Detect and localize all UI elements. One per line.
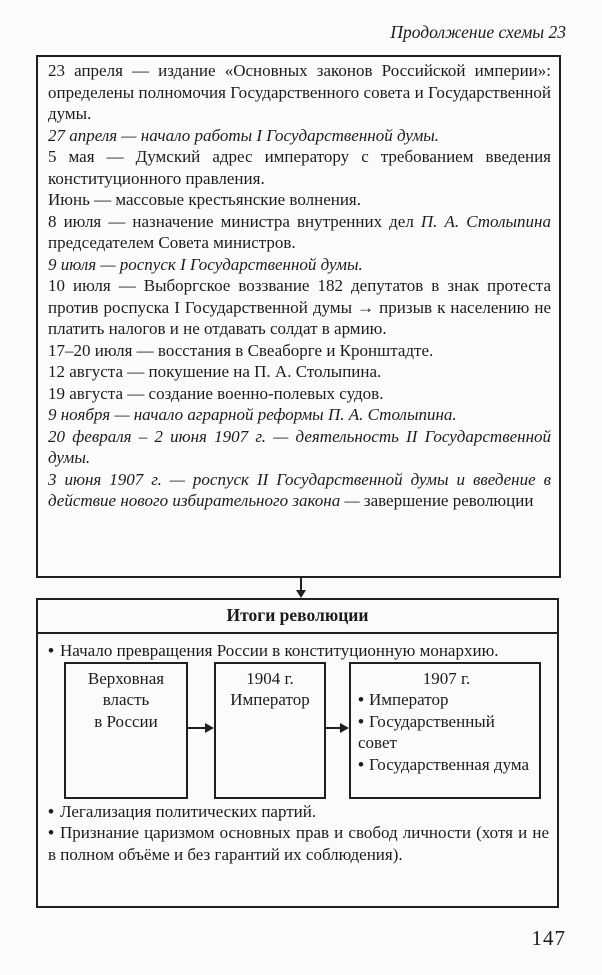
results-body [38,634,557,865]
event-text-segment: 10 июля — Выборгское воззвание 182 депутатов в знак протеста против роспуска I Государственной думы → призыв к населению не платить налогов и не отдавать солдат в армию. [48,276,551,338]
flow-box-line: власть [102,690,150,709]
event-entry [48,275,551,340]
intro-bullet-text: Начало превращения России в конституционную монархию. [59,641,499,660]
right-arrow-icon [326,722,349,734]
list-item [358,711,535,754]
event-entry [48,340,551,362]
right-arrow-icon [188,722,214,734]
flow-box-1907-item-text: Государственная дума [368,754,530,774]
event-entry [48,211,551,254]
event-text-segment: 5 мая — Думский адрес императору с требованием введения конституционного правления. [48,147,551,188]
event-text-segment: председателем Совета министров. [48,233,296,252]
event-entry [48,361,551,383]
list-item [48,822,549,865]
results-bullet-text: Легализация политических партий. [59,801,317,821]
bullet-icon: • [358,690,364,709]
list-item [358,754,535,776]
intro-bullet [48,640,549,662]
flow-box-line: Император [230,690,310,709]
bullet-icon: • [358,754,364,774]
flow-box-supreme-power [64,662,188,799]
event-text-segment: 8 июля — назначение министра внутренних дел [48,211,421,231]
flow-box-1907-item-text: Император [368,690,449,709]
event-text-segment: 12 августа — покушение на П. А. Столыпина. [48,362,382,381]
flow-box-1907-items [358,689,535,775]
flow-box-1904 [214,662,326,799]
results-title: Итоги революции [38,600,557,634]
event-text-segment: П. А. Столыпина [420,211,551,231]
bullet-icon: • [358,711,364,731]
list-item [358,689,535,711]
flow-box-line: Верховная [87,668,165,688]
event-entry [48,469,551,512]
flow-box-1907-item-text: Государственный совет [358,711,495,752]
event-text-segment: 27 апреля — начало работы I Государственной думы. [48,125,440,145]
event-text-segment: 17–20 июля — восстания в Свеаборге и Кронштадте. [48,340,434,360]
event-text-segment: завершение революции [363,491,534,510]
event-entry [48,383,551,405]
bullet-icon: • [48,641,54,660]
list-item [48,801,549,823]
bullet-icon: • [48,823,54,842]
bullet-icon: • [48,801,54,821]
event-text-segment: 9 ноября — начало аграрной реформы П. А. Столыпина. [48,405,457,424]
results-bullets [48,801,549,866]
event-text-segment: Июнь — массовые крестьянские волнения. [48,190,361,209]
event-entry [48,254,551,276]
flow-box-1907 [349,662,541,799]
event-text-segment: 23 апреля — издание «Основных законов Российской империи»: определены полномочия Государственного совета и Государственной думы. [48,61,551,123]
scheme-caption: Продолжение схемы 23 [390,22,566,42]
results-box [36,598,559,908]
right-arrow-head [205,723,214,733]
down-arrow-icon [294,578,308,598]
event-entry [48,426,551,469]
event-text-segment: 3 июня 1907 г. — роспуск II Государственной думы и введение в действие нового избирательного закона — [48,469,551,510]
event-entry [48,404,551,426]
event-entry [48,189,551,211]
event-entry [48,146,551,189]
event-text-segment: 20 февраля – 2 июня 1907 г. — деятельность II Государственной думы. [48,426,551,467]
down-arrow-head [296,590,306,598]
event-text-segment: 19 августа — создание военно-полевых судов. [48,383,384,403]
events-box [36,55,561,578]
right-arrow-head [340,723,349,733]
flow-box-line: в России [94,711,158,731]
flow-box-1907-year: 1907 г. [422,668,471,688]
event-entry [48,125,551,147]
flow-diagram [48,662,549,801]
event-text-segment: 9 июля — роспуск I Государственной думы. [48,254,363,274]
event-entry [48,60,551,125]
events-list [48,60,551,512]
flow-box-line: 1904 г. [246,668,294,688]
page-number: 147 [531,926,566,950]
results-bullet-text: Признание царизмом основных прав и свобод личности (хотя и не в полном объёме и без гарантий их соблюдения). [48,823,549,864]
